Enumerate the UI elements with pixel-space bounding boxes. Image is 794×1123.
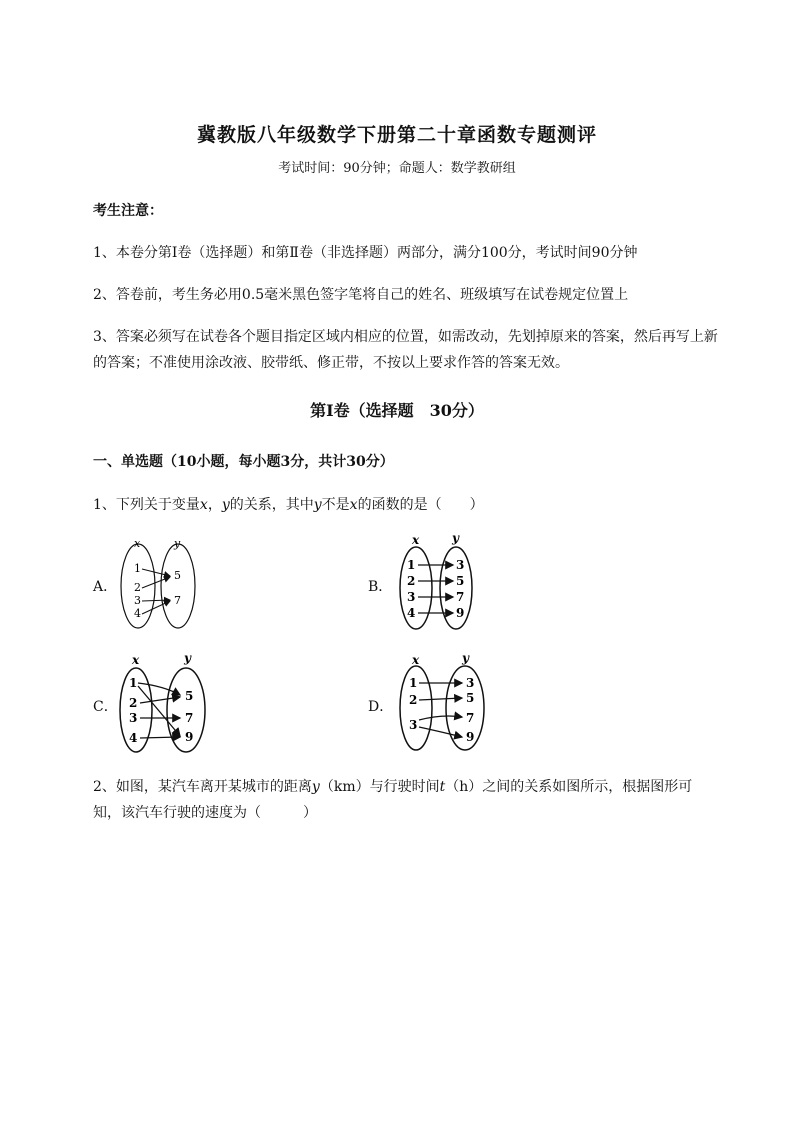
notice-heading: 考生注意： (93, 203, 163, 219)
option-d-mapping-diagram (392, 650, 492, 756)
exam-info: 考试时间：90分钟；命题人：数学教研组 (278, 161, 516, 176)
part-heading: 一、单选题（10小题，每小题3分，共计30分） (93, 454, 394, 470)
set-y-label: y (184, 651, 191, 665)
question-text: （km）与行驶时间 (319, 779, 440, 795)
option-c-label: C． (93, 699, 118, 715)
y-value: 9 (456, 606, 465, 620)
range-ellipse (161, 544, 195, 628)
domain-ellipse (400, 547, 432, 629)
y-value: 7 (456, 590, 465, 604)
x-value: 1 (409, 676, 418, 690)
set-y-label: y (452, 531, 459, 545)
question-number: 2、 (93, 779, 116, 795)
y-value: 9 (185, 730, 194, 744)
x-value: 2 (409, 693, 418, 707)
set-x-label: x (132, 653, 140, 667)
set-y-label: y (462, 651, 469, 665)
notice-item-1: 1、本卷分第Ⅰ卷（选择题）和第Ⅱ卷（非选择题）两部分，满分100分，考试时间90分钟 (93, 245, 638, 261)
notice-item-2: 2、答卷前，考生务必用0.5毫米黑色签字笔将自己的姓名、班级填写在试卷规定位置上 (93, 287, 629, 303)
x-value: 1 (407, 558, 416, 572)
y-value: 5 (466, 691, 475, 705)
section-title: 第Ⅰ卷（选择题 30分） (310, 401, 484, 420)
range-ellipse (446, 666, 484, 750)
notice-item-3: 3、答案必须写在试卷各个题目指定区域内相应的位置，如需改动，先划掉原来的答案，然后再写上新 (93, 329, 718, 345)
x-value: 4 (129, 731, 138, 745)
mapping-arrow (419, 698, 462, 700)
mapping-arrow (140, 737, 180, 738)
variable-y: y (311, 779, 320, 795)
question-2-stem-line1 (93, 776, 692, 796)
mapping-arrow (142, 569, 170, 576)
option-a-mapping-diagram (110, 533, 210, 633)
y-value: 5 (185, 689, 194, 703)
y-value: 9 (466, 730, 475, 744)
y-value: 3 (466, 676, 475, 690)
x-value: 3 (407, 590, 416, 604)
set-x-label: x (412, 533, 420, 547)
question-number: 1、 (93, 497, 116, 513)
mapping-arrow (419, 716, 462, 720)
x-value: 4 (134, 607, 141, 620)
y-value: 5 (456, 574, 465, 588)
x-value: 3 (134, 594, 141, 607)
option-b-mapping-diagram (390, 530, 490, 634)
notice-item-3-cont: 的答案；不准使用涂改液、胶带纸、修正带，不按以上要求作答的答案无效。 (93, 355, 569, 371)
y-value: 7 (466, 711, 475, 725)
set-y-label: y (174, 537, 181, 550)
variable-x: x (199, 497, 208, 513)
separator: ， (207, 497, 222, 513)
mapping-arrow (142, 577, 170, 588)
question-text: 下列关于变量 (115, 497, 200, 513)
x-value: 2 (129, 696, 138, 710)
variable-x: x (349, 497, 358, 513)
question-text: 不是 (321, 497, 350, 513)
y-value: 7 (185, 711, 194, 725)
question-text: （h）之间的关系如图所示，根据图形可 (445, 779, 693, 795)
x-value: 4 (407, 606, 416, 620)
x-value: 3 (129, 711, 138, 725)
y-value: 3 (456, 558, 465, 572)
question-text: 的函数的是（ ） (357, 497, 484, 513)
set-x-label: x (412, 653, 420, 667)
x-value: 2 (134, 581, 141, 594)
x-value: 2 (407, 574, 416, 588)
mapping-arrow (419, 727, 462, 737)
question-text: 的关系，其中 (229, 497, 314, 513)
variable-t: t (439, 779, 446, 795)
mapping-arrow (140, 697, 180, 703)
x-value: 1 (134, 562, 141, 575)
set-x-label: x (134, 537, 141, 550)
option-a-label: A． (93, 579, 118, 595)
mapping-arrow (142, 601, 170, 614)
question-2-stem-line2: 知，该汽车行驶的速度为（ ） (93, 805, 317, 821)
variable-y: y (221, 497, 230, 513)
y-value: 5 (174, 569, 181, 582)
option-d-label: D． (368, 699, 394, 715)
x-value: 1 (129, 676, 138, 690)
option-b-label: B． (368, 579, 393, 595)
x-value: 3 (409, 718, 418, 732)
question-text: 如图，某汽车离开某城市的距离 (115, 779, 312, 795)
mapping-arrow (142, 600, 170, 601)
variable-y: y (313, 497, 322, 513)
y-value: 7 (174, 594, 181, 607)
option-c-mapping-diagram (112, 650, 212, 756)
page-title: 冀教版八年级数学下册第二十章函数专题测评 (196, 124, 597, 146)
question-1-stem (93, 494, 484, 514)
mapping-arrow (138, 686, 180, 736)
